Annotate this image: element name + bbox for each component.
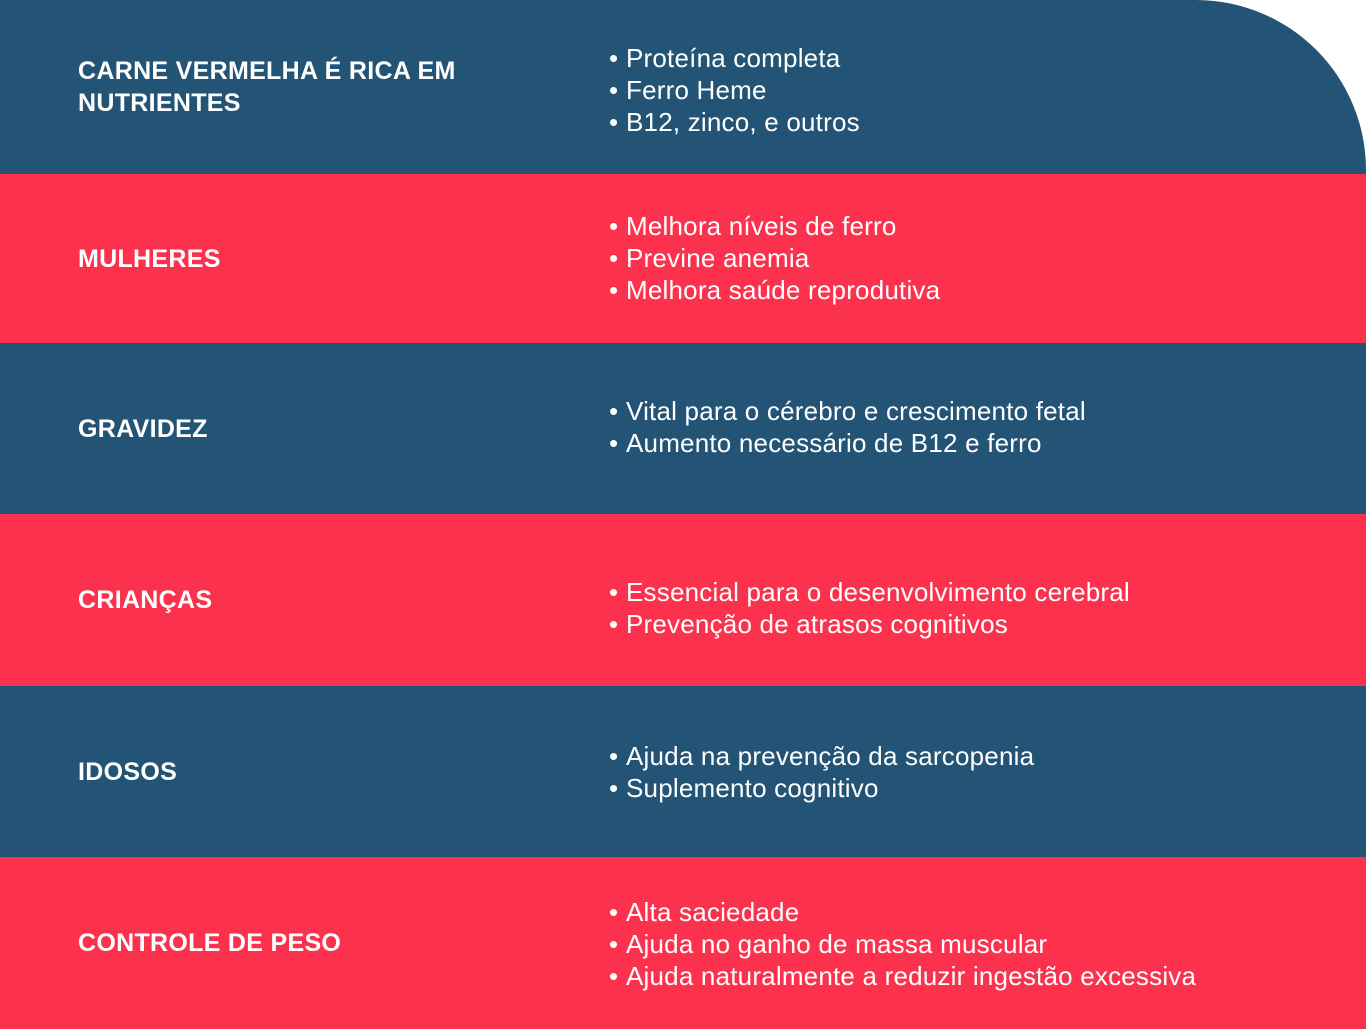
list-item: • Ajuda na prevenção da sarcopenia (609, 741, 1035, 771)
bullet-dot: • (609, 75, 619, 105)
list-item: • Melhora saúde reprodutiva (609, 275, 941, 305)
bullet-dot: • (609, 107, 619, 137)
bullet-list (609, 896, 1326, 992)
row-label (78, 686, 498, 857)
list-item: • Ajuda naturalmente a reduzir ingestão excessiva (609, 961, 1197, 991)
bullet-list (609, 576, 1326, 640)
bullet-dot: • (609, 211, 619, 241)
bullet-dot: • (609, 428, 619, 458)
bullet-list (609, 395, 1326, 459)
list-item: • Aumento necessário de B12 e ferro (609, 428, 1042, 458)
bullet-dot: • (609, 577, 619, 607)
row-label-text: CRIANÇAS (78, 586, 213, 614)
list-item: • Proteína completa (609, 43, 841, 73)
table-row (0, 686, 1366, 857)
list-item: • Melhora níveis de ferro (609, 211, 897, 241)
row-label (78, 343, 498, 514)
row-label (78, 0, 478, 174)
bullet-dot: • (609, 396, 619, 426)
bullet-dot: • (609, 741, 619, 771)
list-item: • Prevenção de atrasos cognitivos (609, 609, 1008, 639)
list-item: • B12, zinco, e outros (609, 107, 860, 137)
bullet-dot: • (609, 929, 619, 959)
row-label (78, 174, 498, 343)
bullet-dot: • (609, 961, 619, 991)
bullet-dot: • (609, 609, 619, 639)
list-item: • Alta saciedade (609, 897, 800, 927)
row-label (78, 857, 498, 1029)
list-item: • Ferro Heme (609, 75, 767, 105)
table-row (0, 174, 1366, 343)
bullet-list (609, 42, 1326, 138)
bullet-list (609, 740, 1326, 804)
list-item: • Vital para o cérebro e crescimento fetal (609, 396, 1086, 426)
table-row (0, 514, 1366, 686)
row-label (78, 514, 498, 686)
table-row (0, 0, 1366, 174)
row-label-text: MULHERES (78, 244, 221, 273)
list-item: • Suplemento cognitivo (609, 773, 879, 803)
row-label-text: IDOSOS (78, 757, 178, 786)
bullet-dot: • (609, 243, 619, 273)
bullet-dot: • (609, 897, 619, 927)
table-row (0, 343, 1366, 514)
bullet-dot: • (609, 773, 619, 803)
list-item: • Previne anemia (609, 243, 810, 273)
bullet-list (609, 210, 1326, 306)
bullet-dot: • (609, 43, 619, 73)
table-row (0, 857, 1366, 1029)
list-item: • Ajuda no ganho de massa muscular (609, 929, 1048, 959)
row-label-text: GRAVIDEZ (78, 414, 208, 443)
list-item: • Essencial para o desenvolvimento cerebral (609, 577, 1130, 607)
bullet-dot: • (609, 275, 619, 305)
row-label-text: CONTROLE DE PESO (78, 929, 342, 957)
row-label-text: CARNE VERMELHA É RICA EM NUTRIENTES (78, 57, 456, 117)
